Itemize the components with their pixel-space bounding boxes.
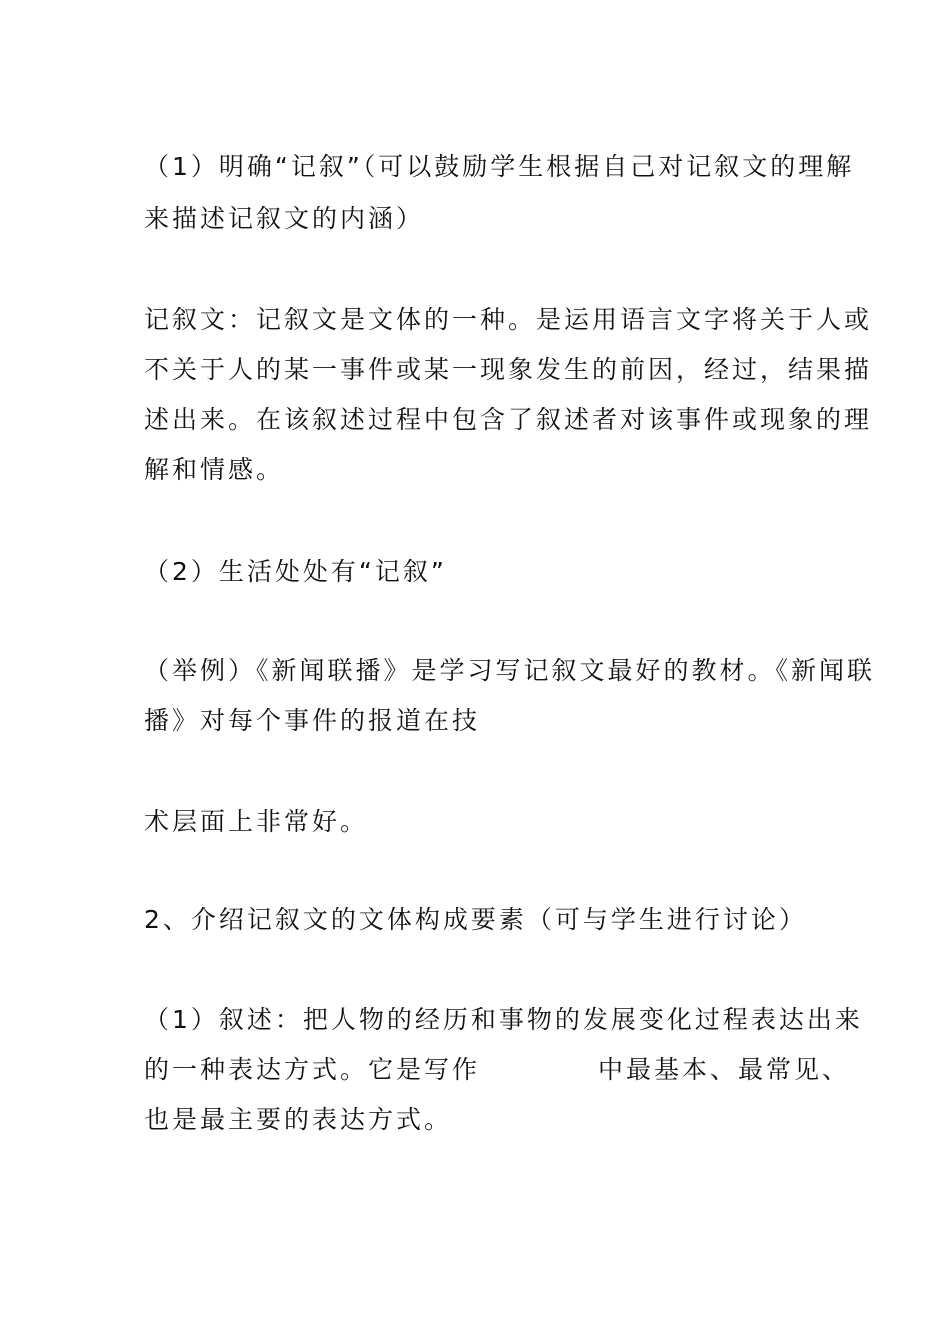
paragraph-line: 播》对每个事件的报道在技: [144, 706, 481, 735]
paragraph-line: 解和情感。: [144, 455, 285, 484]
paragraph-line: 也是最主要的表达方式。: [144, 1105, 453, 1134]
paragraph-line: 2、介绍记叙文的文体构成要素（可与学生进行讨论）: [144, 905, 807, 934]
paragraph-line: 述出来。在该叙述过程中包含了叙述者对该事件或现象的理: [144, 405, 873, 434]
line-segment: 的一种表达方式。它是写作: [144, 1055, 481, 1084]
paragraph-line: （1）明确“记叙”（可以鼓励学生根据自己对记叙文的理解: [144, 152, 855, 181]
paragraph-line: 记叙文：记叙文是文体的一种。是运用语言文字将关于人或: [144, 305, 873, 334]
paragraph-line: 术层面上非常好。: [144, 807, 369, 836]
paragraph-line: 来描述记叙文的内涵）: [144, 204, 425, 233]
paragraph-line: （举例）《新闻联播》是学习写记叙文最好的教材。《新闻联: [144, 656, 876, 685]
line-segment: 中最基本、最常见、: [598, 1055, 851, 1084]
paragraph-line: （1）叙述：把人物的经历和事物的发展变化过程表达出来: [144, 1005, 863, 1034]
paragraph-line: （2）生活处处有“记叙”: [144, 557, 447, 586]
paragraph-line: 不关于人的某一事件或某一现象发生的前因，经过，结果描: [144, 355, 873, 384]
paragraph-line: [144, 1053, 850, 1087]
